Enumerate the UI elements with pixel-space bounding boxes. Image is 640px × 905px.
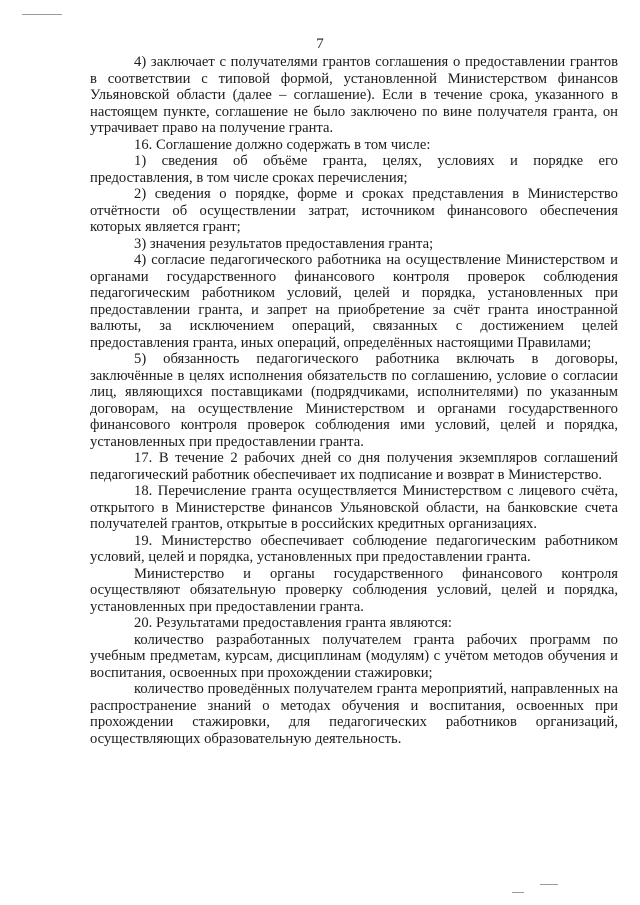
document-body — [90, 54, 618, 747]
paragraph: 17. В течение 2 рабочих дней со дня получения экземпляров соглашений педагогический работник обеспечивает их подписание и возврат в Министерство. — [90, 450, 618, 483]
paragraph: количество проведённых получателем гранта мероприятий, направленных на распространение знаний о методах обучения и воспитания, освоенных при прохождении стажировки, для педагогических работников организаций, осуществляющих образовательную деятельность. — [90, 681, 618, 747]
paragraph: 4) заключает с получателями грантов соглашения о предоставлении грантов в соответствии с типовой формой, установленной Министерством финансов Ульяновской области (далее – соглашение). Если в течение срока, указанного в настоящем пункте, соглашение не было заключено по вине получателя гранта, он утрачивает право на получение гранта. — [90, 54, 618, 136]
paragraph: 5) обязанность педагогического работника включать в договоры, заключённые в целях исполнения обязательств по соглашению, условие о согласии лиц, являющихся поставщиками (подрядчиками, исполнителями) по указанным договорам, на осуществление Министерством и органами государственного финансового контроля проверок соблюдения ими условий, целей и порядка, установленных при предоставлении гранта. — [90, 351, 618, 450]
paragraph: 3) значения результатов предоставления гранта; — [134, 235, 434, 252]
paragraph: 4) согласие педагогического работника на осуществление Министерством и органами государственного финансового контроля проверок соблюдения педагогическим работником условий, целей и порядка, установленных при предоставлении гранта, и запрет на приобретение за счёт гранта иностранной валюты, за исключением операций, связанных с достижением целей предоставления гранта, иных операций, определённых настоящими Правилами; — [90, 252, 618, 351]
scan-artifact — [540, 884, 558, 885]
page-number: 7 — [316, 36, 324, 52]
paragraph: 2) сведения о порядке, форме и сроках представления в Министерство отчётности об осуществлении затрат, источником финансового обеспечения которых является грант; — [90, 186, 618, 235]
scan-artifact — [22, 14, 62, 15]
paragraph: 18. Перечисление гранта осуществляется Министерством с лицевого счёта, открытого в Министерстве финансов Ульяновской области, на банковские счета получателей грантов, открытые в российских кредитных организациях. — [90, 483, 618, 532]
paragraph: количество разработанных получателем гранта рабочих программ по учебным предметам, курсам, дисциплинам (модулям) с учётом методов обучения и воспитания, освоенных при прохождении стажировки; — [90, 631, 618, 681]
paragraph: Министерство и органы государственного финансового контроля осуществляют обязательную проверку соблюдения условий, целей и порядка, установленных при предоставлении гранта. — [90, 565, 618, 615]
paragraph: 16. Соглашение должно содержать в том числе: — [134, 136, 431, 153]
scan-artifact — [512, 892, 524, 893]
paragraph: 19. Министерство обеспечивает соблюдение педагогическим работником условий, целей и порядка, установленных при предоставлении гранта. — [90, 532, 618, 565]
paragraph: 1) сведения об объёме гранта, целях, условиях и порядке его предоставления, в том числе сроках перечисления; — [90, 153, 618, 186]
paragraph: 20. Результатами предоставления гранта являются: — [134, 615, 452, 631]
